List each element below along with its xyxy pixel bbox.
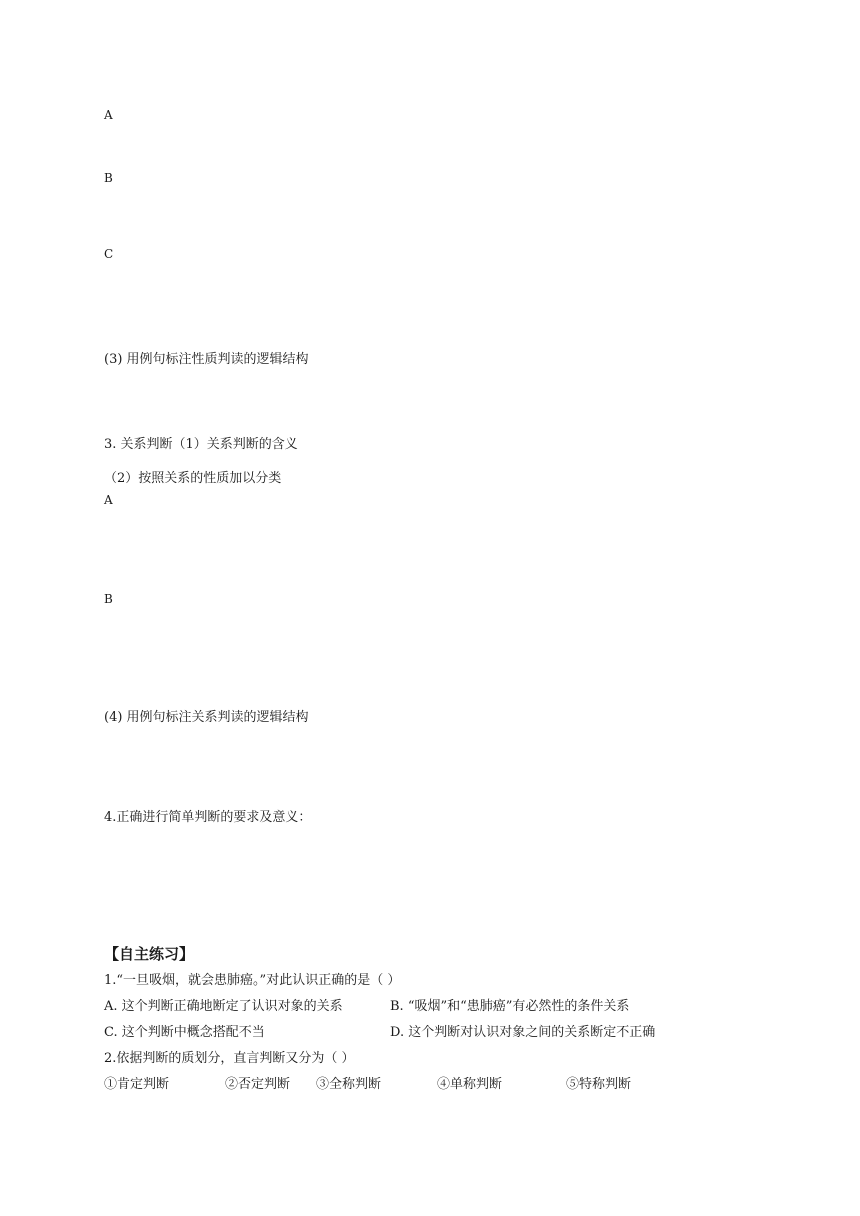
- outline-label-a-2: A: [104, 493, 113, 507]
- question-2-choice-1: ①肯定判断: [104, 1077, 170, 1092]
- section-3-relation-judgment: 3. 关系判断（1）关系判断的含义: [104, 437, 298, 452]
- item-4-relation-judgment-structure: (4) 用例句标注关系判读的逻辑结构: [104, 710, 309, 725]
- section-3-classification: （2）按照关系的性质加以分类: [104, 471, 282, 486]
- outline-label-b-2: B: [104, 592, 113, 606]
- question-1-stem: 1.“一旦吸烟，就会患肺癌。”对此认识正确的是（ ）: [104, 973, 401, 988]
- outline-label-c: C: [104, 247, 114, 261]
- item-3-property-judgment-structure: (3) 用例句标注性质判读的逻辑结构: [104, 352, 309, 367]
- question-2-choice-4: ④单称判断: [437, 1077, 503, 1092]
- question-2-choice-5: ⑤特称判断: [566, 1077, 632, 1092]
- question-1-option-a: A. 这个判断正确地断定了认识对象的关系: [104, 999, 343, 1014]
- question-2-choice-3: ③全称判断: [316, 1077, 382, 1092]
- outline-label-b: B: [104, 171, 113, 185]
- practice-heading: 【自主练习】: [104, 945, 195, 963]
- question-1-option-d: D. 这个判断对认识对象之间的关系断定不正确: [390, 1025, 656, 1040]
- section-4-requirements: 4.正确进行简单判断的要求及意义：: [104, 810, 312, 825]
- question-2-choice-2: ②否定判断: [225, 1077, 291, 1092]
- question-1-option-b: B. “吸烟”和“患肺癌”有必然性的条件关系: [390, 999, 630, 1014]
- question-2-stem: 2.依据判断的质划分，直言判断又分为（ ）: [104, 1051, 355, 1066]
- outline-label-a: A: [104, 108, 113, 122]
- question-1-option-c: C. 这个判断中概念搭配不当: [104, 1025, 265, 1040]
